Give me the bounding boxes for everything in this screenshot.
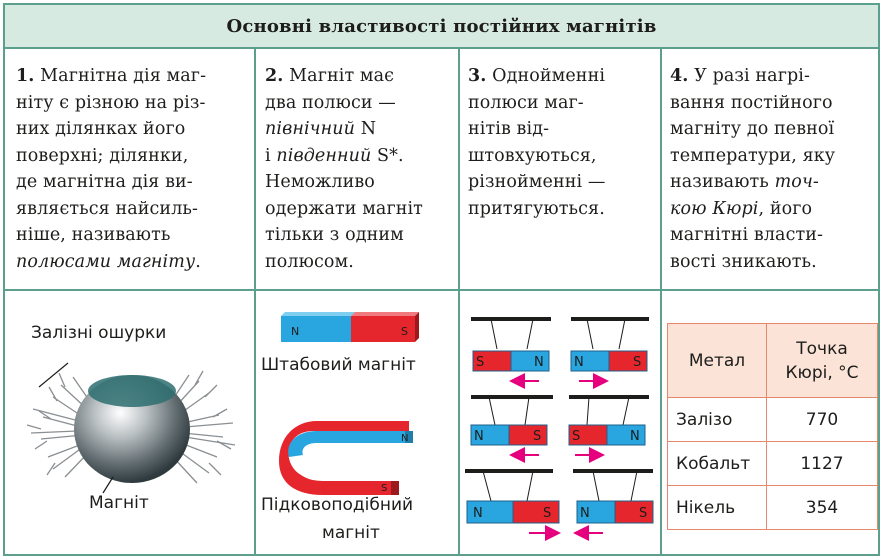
term-curie: точ- [774,172,819,192]
pole-n-label: N [401,433,409,444]
column-divider [660,47,662,556]
pole-s-label: S [381,483,388,494]
term-north: північний [265,119,356,139]
filings-label: Залізні ошурки [31,323,167,343]
table-row: Залізо 770 [668,398,878,442]
svg-text:S: S [572,429,581,444]
magnet-pointer [103,477,113,493]
property-2-text: 2. Магніт має два полюси — північний N і південний S*. Неможливо одержати магніт тільки з одним полюсом. [265,66,423,272]
property-4-text: 4. У разі нагрі- вання постійного магніту до певної температури, яку називають точ- кою Кюрі, його магнітні власти- вості зникають. [670,66,836,272]
property-1-text: 1. Магнітна дія маг- ніту є різною на різ- них ділянках його поверхні; ділянки, де магнітна дія ви- являється найсиль- ніше, називають полюсами магніту. [16,66,207,272]
column-divider [254,47,256,556]
horseshoe-label-line1: Підковоподібний [261,495,414,515]
column-divider [458,47,460,556]
magnet-ball-band [88,375,176,407]
svg-text:S: S [543,506,552,521]
table-row: Нікель 354 [668,486,878,530]
svg-text:N: N [534,355,544,370]
svg-text:N: N [474,429,484,444]
property-number: 2. [265,66,284,86]
horseshoe-label-line2: магніт [322,523,380,543]
property-number: 4. [670,66,689,86]
magnet-label: Магніт [89,493,149,513]
term-south: південний [276,145,372,166]
property-number: 1. [16,66,35,86]
svg-text:N: N [473,506,483,521]
properties-table [3,3,880,556]
bar-magnet-icon [275,310,425,346]
property-number: 3. [468,66,487,86]
magnet-interaction-diagram [463,309,657,547]
svg-text:N: N [580,506,590,521]
pole-n-label: N [291,325,300,338]
svg-text:S: S [533,429,542,444]
bar-magnet-label: Штабовий магніт [261,355,416,375]
header-curie-point: Точка Кюрі, °С [767,324,878,398]
svg-text:S: S [639,506,648,521]
svg-text:S: S [476,355,485,370]
row-divider [5,289,878,291]
table-title: Основні властивості постійних магнітів [5,5,878,49]
horseshoe-magnet-icon [277,417,427,495]
svg-text:S: S [633,355,642,370]
pole-s-label: S [401,325,408,338]
header-metal: Метал [668,324,767,398]
term-poles: полюсами магніту [16,251,196,272]
curie-point-table [667,323,878,530]
svg-text:N: N [630,429,640,444]
table-row: Кобальт 1127 [668,442,878,486]
property-3-text: 3. Однойменні полюси маг- нітів від- штовхуються, різнойменні — притягуються. [468,66,606,219]
svg-text:N: N [574,355,584,370]
